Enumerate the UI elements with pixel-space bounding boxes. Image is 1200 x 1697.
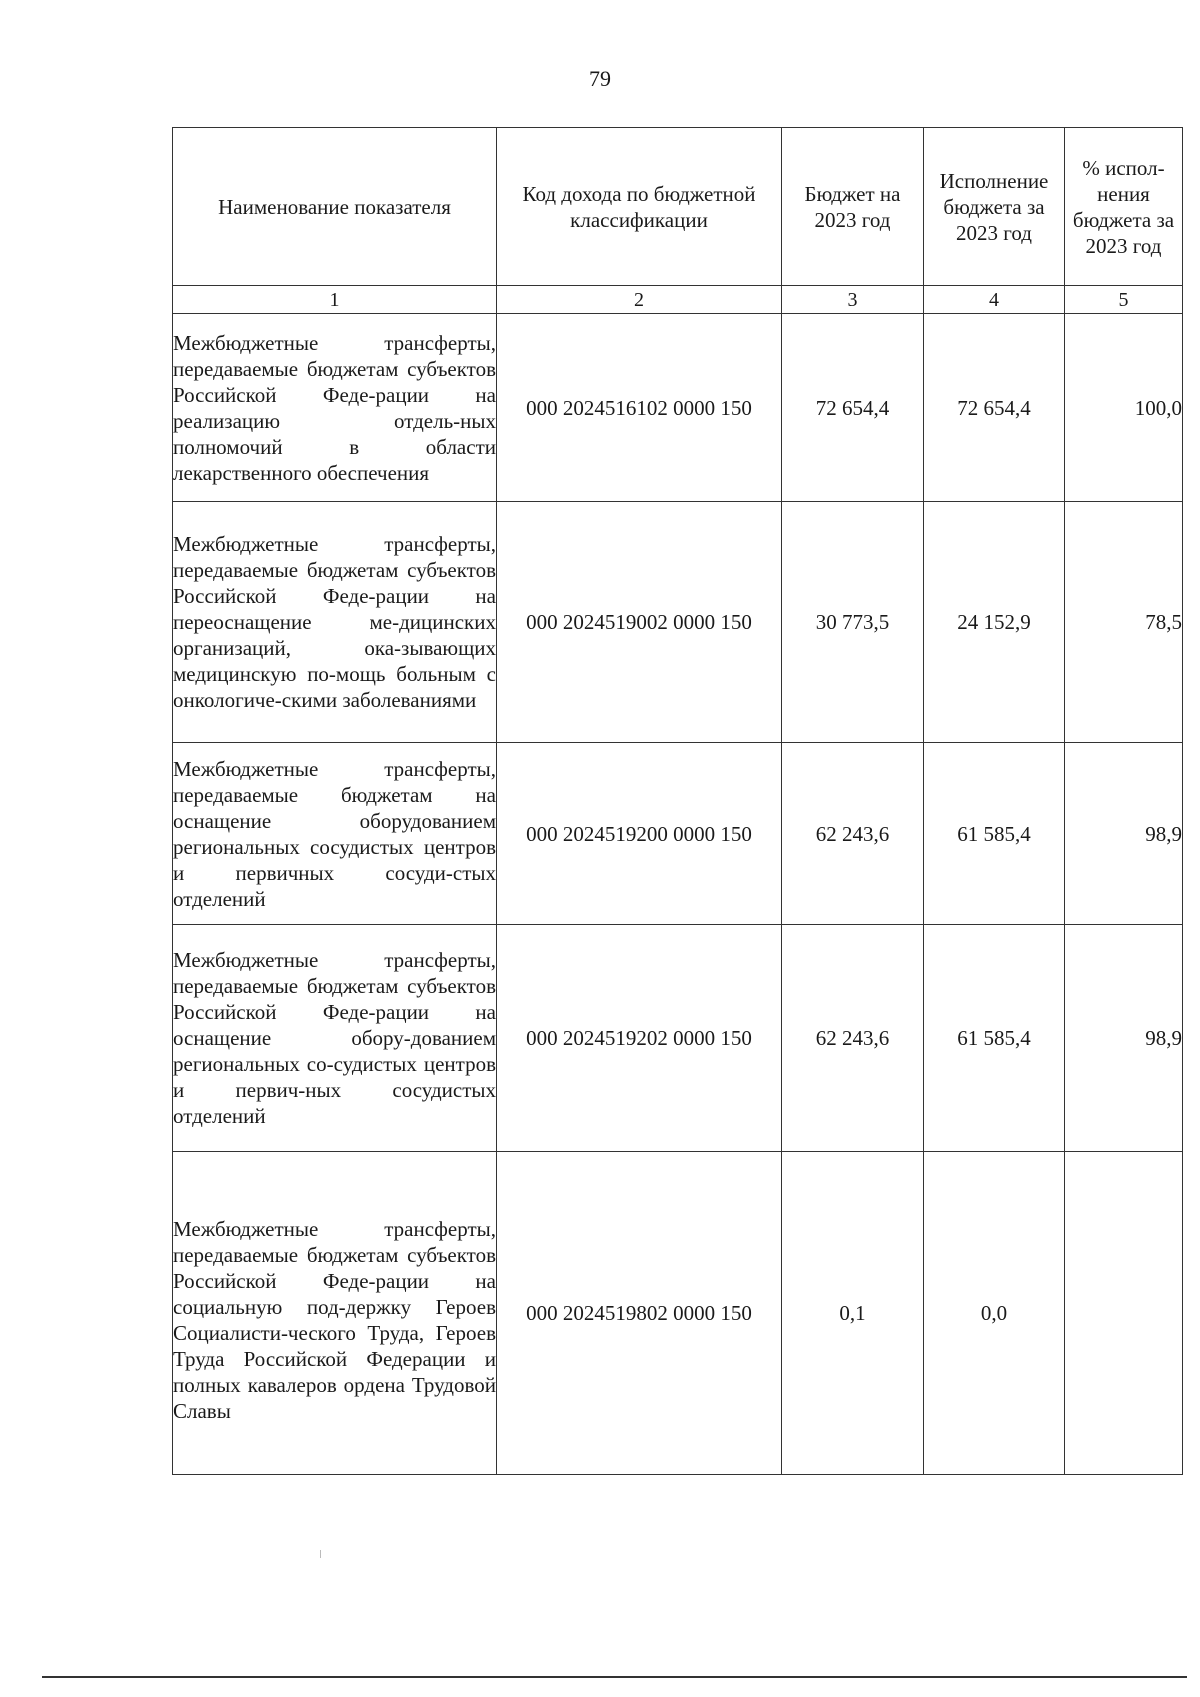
income-code: 000 2024519802 0000 150 [497, 1152, 782, 1475]
header-budget-2023: Бюджет на 2023 год [782, 128, 924, 286]
execution-percent: 100,0 [1065, 314, 1183, 502]
column-number: 2 [497, 286, 782, 314]
income-code: 000 2024519202 0000 150 [497, 925, 782, 1152]
income-code: 000 2024519002 0000 150 [497, 502, 782, 743]
income-code: 000 2024519200 0000 150 [497, 743, 782, 925]
budget-value: 62 243,6 [782, 743, 924, 925]
page-number: 79 [589, 66, 611, 91]
header-execution-percent: % испол-нения бюджета за 2023 год [1065, 128, 1183, 286]
execution-percent: 98,9 [1065, 925, 1183, 1152]
execution-percent: 78,5 [1065, 502, 1183, 743]
indicator-name: Межбюджетные трансферты, передаваемые бюджетам субъектов Российской Феде-рации на реализацию отдель-ных полномочий в области лекарственного обеспечения [173, 314, 497, 502]
budget-value: 30 773,5 [782, 502, 924, 743]
scan-mark [320, 1550, 321, 1558]
column-numbers-row [173, 286, 1183, 314]
table-row [173, 743, 1183, 925]
indicator-name: Межбюджетные трансферты, передаваемые бюджетам на оснащение оборудованием региональных сосудистых центров и первичных сосуди-стых отделений [173, 743, 497, 925]
column-number: 4 [924, 286, 1065, 314]
execution-value: 24 152,9 [924, 502, 1065, 743]
table-row [173, 314, 1183, 502]
table-row [173, 925, 1183, 1152]
budget-execution-table [172, 127, 1183, 1475]
column-number: 5 [1065, 286, 1183, 314]
indicator-name: Межбюджетные трансферты, передаваемые бюджетам субъектов Российской Феде-рации на оснащение обору-дованием региональных со-судистых центров и первич-ных сосудистых отделений [173, 925, 497, 1152]
header-indicator-name: Наименование показателя [173, 128, 497, 286]
execution-value: 0,0 [924, 1152, 1065, 1475]
execution-value: 61 585,4 [924, 743, 1065, 925]
budget-value: 62 243,6 [782, 925, 924, 1152]
table-row [173, 502, 1183, 743]
bottom-rule [42, 1676, 1187, 1678]
column-number: 3 [782, 286, 924, 314]
indicator-name: Межбюджетные трансферты, передаваемые бюджетам субъектов Российской Феде-рации на переоснащение ме-дицинских организаций, ока-зывающих медицинскую по-мощь больным с онкологиче-скими заболеваниями [173, 502, 497, 743]
execution-value: 72 654,4 [924, 314, 1065, 502]
execution-value: 61 585,4 [924, 925, 1065, 1152]
execution-percent: 98,9 [1065, 743, 1183, 925]
header-execution-2023: Исполнение бюджета за 2023 год [924, 128, 1065, 286]
budget-value: 72 654,4 [782, 314, 924, 502]
budget-value: 0,1 [782, 1152, 924, 1475]
indicator-name: Межбюджетные трансферты, передаваемые бюджетам субъектов Российской Феде-рации на социальную под-держку Героев Социалисти-ческого Труда, Героев Труда Российской Федерации и полных кавалеров ордена Трудовой Славы [173, 1152, 497, 1475]
income-code: 000 2024516102 0000 150 [497, 314, 782, 502]
table-row [173, 1152, 1183, 1475]
table-header-row [173, 128, 1183, 286]
column-number: 1 [173, 286, 497, 314]
execution-percent [1065, 1152, 1183, 1475]
header-income-code: Код дохода по бюджетной классификации [497, 128, 782, 286]
